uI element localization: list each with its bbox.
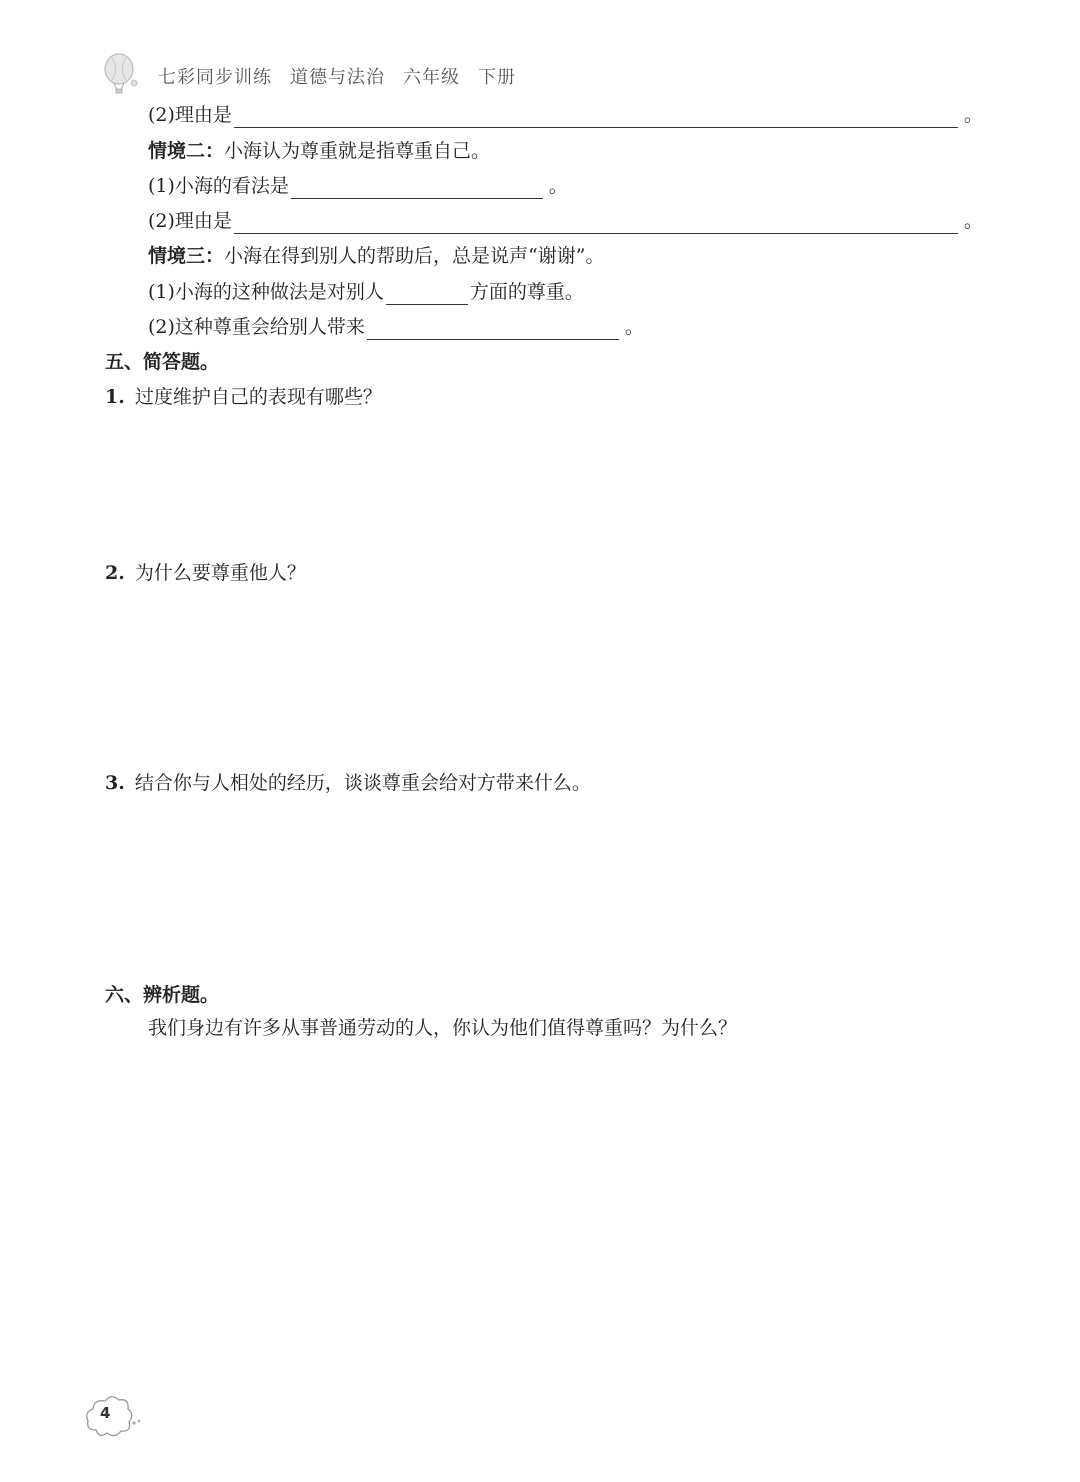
question-2-text: 为什么要尊重他人？ (134, 562, 306, 584)
question-1 (105, 384, 382, 410)
balloon-logo-icon (100, 52, 144, 96)
question-2-number: 2. (105, 562, 125, 584)
scenario3-respect-line (148, 279, 584, 305)
scenario2-reason-blank[interactable] (234, 213, 958, 234)
scenario2-view-blank[interactable] (291, 178, 543, 199)
scenario3-heading (148, 243, 604, 269)
scenario1-reason-line: (2)理由是 。 (148, 104, 983, 126)
scenario3-bring-line: (2)这种尊重会给别人带来 。 (148, 316, 644, 338)
question-1-text: 过度维护自己的表现有哪些？ (134, 386, 382, 408)
scenario2-view-label: (1)小海的看法是 (148, 175, 289, 197)
scenario2-reason-line: (2)理由是 。 (148, 210, 983, 232)
scenario2-text: 小海认为尊重就是指尊重自己。 (224, 140, 491, 162)
page-number: 4 (100, 1404, 111, 1422)
scenario3-bring-label: (2)这种尊重会给别人带来 (148, 316, 365, 338)
question-1-number: 1. (105, 386, 125, 408)
header-subject: 道德与法治 (290, 67, 385, 88)
scenario3-respect-blank[interactable] (386, 284, 468, 305)
scenario3-bring-blank[interactable] (367, 319, 619, 340)
question-2 (105, 560, 306, 586)
scenario3-respect-suffix: 方面的尊重。 (469, 281, 584, 303)
scenario1-reason-label: (2)理由是 (148, 104, 232, 126)
section5-title: 五、简答题。 (105, 351, 220, 373)
header-series: 七彩同步训练 (158, 67, 272, 88)
page-number-badge (82, 1390, 152, 1446)
question-3-text: 结合你与人相处的经历，谈谈尊重会给对方带来什么。 (134, 772, 591, 794)
scenario2-view-line: (1)小海的看法是 。 (148, 175, 568, 197)
scenario2-heading (148, 138, 490, 164)
header-title (158, 63, 516, 89)
question-3 (105, 770, 591, 796)
question-3-number: 3. (105, 772, 125, 794)
scenario3-text: 小海在得到别人的帮助后，总是说声“谢谢”。 (224, 245, 605, 267)
header-grade: 六年级 (403, 67, 460, 88)
scenario3-respect-label: (1)小海的这种做法是对别人 (148, 281, 384, 303)
page-header (100, 52, 516, 96)
section6-title: 六、辨析题。 (105, 984, 220, 1006)
cloud-icon (82, 1390, 152, 1446)
scenario2-title: 情境二： (148, 140, 225, 162)
scenario3-title: 情境三： (148, 245, 225, 267)
scenario1-reason-blank[interactable] (234, 107, 958, 128)
scenario2-reason-label: (2)理由是 (148, 210, 232, 232)
header-volume: 下册 (478, 67, 516, 88)
section6-question: 我们身边有许多从事普通劳动的人，你认为他们值得尊重吗？为什么？ (148, 1017, 738, 1039)
